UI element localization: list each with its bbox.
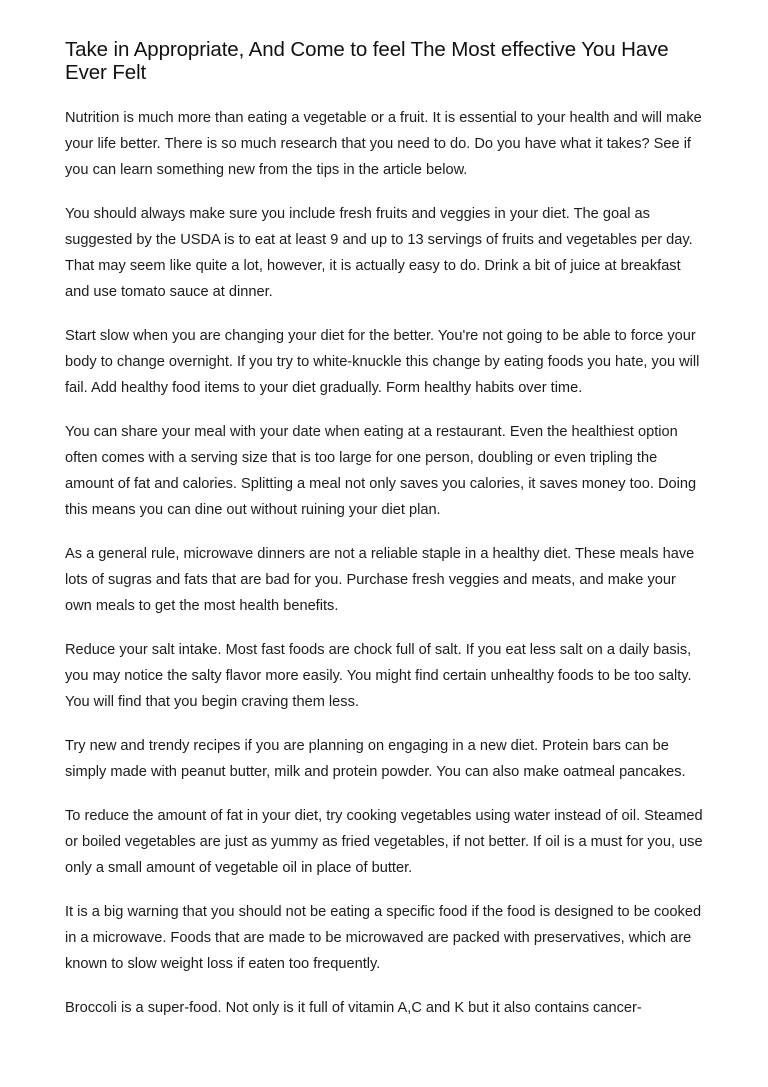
paragraph-reduce-salt: Reduce your salt intake. Most fast foods are chock full of salt. If you eat less salt on a daily basis, you may notice the salty flavor more easily. You might find certain unhealthy foods to be too salty. You will find that you begin craving them less.: [65, 642, 692, 710]
paragraph-nutrition-intro: Nutrition is much more than eating a vegetable or a fruit. It is essential to your health and will make your life better. There is so much research that you need to do. Do you have what it takes? See if you can learn something new from the tips in the article below.: [65, 110, 702, 178]
paragraph-microwave-warning: It is a big warning that you should not be eating a specific food if the food is designed to be cooked in a microwave. Foods that are made to be microwaved are packed with preservatives, which are known to slow weight loss if eaten too frequently.: [65, 904, 702, 972]
paragraph-broccoli: Broccoli is a super-food. Not only is it full of vitamin A,C and K but it also contains cancer-: [65, 1000, 642, 1016]
paragraph-share-meal: You can share your meal with your date when eating at a restaurant. Even the healthiest option often comes with a serving size that is too large for one person, doubling or even tripling the amount of fat and calories. Splitting a meal not only saves you calories, it saves money too. Doing this means you can dine out without ruining your diet plan.: [65, 424, 697, 518]
paragraph-microwave-dinners: As a general rule, microwave dinners are not a reliable staple in a healthy diet. These meals have lots of sugras and fats that are bad for you. Purchase fresh veggies and meats, and make your own meals to get the most health benefits.: [65, 546, 695, 614]
paragraph-fruits-veggies: You should always make sure you include fresh fruits and veggies in your diet. The goal as suggested by the USDA is to eat at least 9 and up to 13 servings of fruits and vegetables per day. That may seem like quite a lot, however, it is actually easy to do. Drink a bit of juice at breakfast and use tomato sauce at dinner.: [65, 206, 693, 300]
paragraph-reduce-fat: To reduce the amount of fat in your diet, try cooking vegetables using water instead of oil. Steamed or boiled vegetables are just as yummy as fried vegetables, if not better. If oil is a must for you, use only a small amount of vegetable oil in place of butter.: [65, 808, 703, 876]
paragraph-new-recipes: Try new and trendy recipes if you are planning on engaging in a new diet. Protein bars can be simply made with peanut butter, milk and protein powder. You can also make oatmeal pancakes.: [65, 738, 686, 780]
document-page: [65, 38, 705, 1021]
document-title: Take in Appropriate, And Come to feel The Most effective You Have Ever Felt: [65, 38, 669, 84]
paragraph-start-slow: Start slow when you are changing your diet for the better. You're not going to be able to force your body to change overnight. If you try to white-knuckle this change by eating foods you hate, you will fail. Add healthy food items to your diet gradually. Form healthy habits over time.: [65, 328, 700, 396]
